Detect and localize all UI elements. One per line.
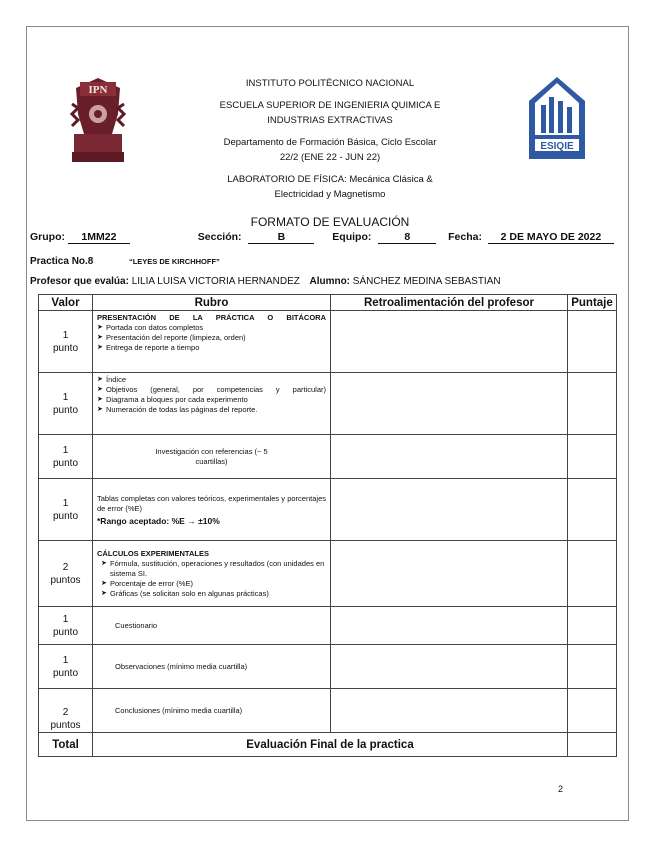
svg-text:IPN: IPN <box>88 84 108 96</box>
rubro-item: ➤ Numeración de todas las páginas del reporte. <box>97 405 326 415</box>
valor-unit: punto <box>52 342 79 354</box>
retro-cell[interactable] <box>331 479 568 541</box>
info-row <box>30 231 614 244</box>
total-puntaje-cell[interactable] <box>568 733 617 757</box>
retro-cell[interactable] <box>331 689 568 733</box>
table-header-row <box>39 295 617 311</box>
puntaje-cell[interactable] <box>568 607 617 645</box>
rubro-title: PRESENTACIÓN DE LA PRÁCTICA O BITÁCORA <box>97 313 326 322</box>
table-row <box>39 541 617 607</box>
profesor-value: LILIA LUISA VICTORIA HERNANDEZ <box>131 276 300 287</box>
retro-cell[interactable] <box>331 645 568 689</box>
profesor-row <box>30 276 501 287</box>
rubro-item: ➤ Diagrama a bloques por cada experimento <box>97 395 326 405</box>
retro-cell[interactable] <box>331 607 568 645</box>
rubro-text: Conclusiones (mínimo media cuartilla) <box>115 705 243 715</box>
valor-unit: puntos <box>50 720 81 731</box>
valor-unit: punto <box>52 404 79 416</box>
header-retro: Retroalimentación del profesor <box>331 295 568 311</box>
seccion-value: B <box>248 231 314 244</box>
valor-cell <box>39 311 93 373</box>
rubro-cell <box>93 689 331 733</box>
header-block <box>180 76 480 202</box>
rubro-text: Tablas completas con valores teóricos, experimentales y porcentajes de error (%E) <box>97 493 326 513</box>
valor-number: 1 <box>62 654 69 666</box>
table-row <box>39 373 617 435</box>
rubro-cell <box>93 373 331 435</box>
page-number: 2 <box>558 784 564 794</box>
rubro-cell <box>93 311 331 373</box>
total-row <box>39 733 617 757</box>
fecha-value: 2 DE MAYO DE 2022 <box>488 231 614 244</box>
valor-cell <box>39 479 93 541</box>
valor-unit: punto <box>52 510 79 522</box>
seccion-label: Sección: <box>197 231 242 243</box>
rubro-title: CÁLCULOS EXPERIMENTALES <box>97 548 209 558</box>
puntaje-cell[interactable] <box>568 373 617 435</box>
retro-cell[interactable] <box>331 435 568 479</box>
table-row <box>39 479 617 541</box>
rubro-item: ➤ Entrega de reporte a tiempo <box>97 343 326 353</box>
rubro-cell <box>93 645 331 689</box>
alumno-label: Alumno: <box>309 276 351 287</box>
equipo-value: 8 <box>378 231 436 244</box>
header-rubro: Rubro <box>93 295 331 311</box>
valor-unit: punto <box>52 626 79 638</box>
grupo-label: Grupo: <box>30 231 65 243</box>
header-puntaje: Puntaje <box>568 295 617 311</box>
puntaje-cell[interactable] <box>568 541 617 607</box>
puntaje-cell[interactable] <box>568 311 617 373</box>
valor-cell <box>39 541 93 607</box>
puntaje-cell[interactable] <box>568 645 617 689</box>
equipo-label: Equipo: <box>332 231 372 243</box>
header-valor: Valor <box>39 295 93 311</box>
table-row <box>39 607 617 645</box>
rubro-item: ➤ Porcentaje de error (%E) <box>101 579 326 589</box>
school-line-2: INDUSTRIAS EXTRACTIVAS <box>267 115 393 126</box>
esiqie-logo-icon <box>527 75 587 161</box>
valor-cell <box>39 689 93 733</box>
rubro-item: ➤ Índice <box>97 375 326 385</box>
ipn-logo-icon <box>68 74 128 168</box>
institute-name: INSTITUTO POLITÉCNICO NACIONAL <box>245 78 415 89</box>
rubro-text: Cuestionario <box>115 620 158 630</box>
rubro-text: Investigación con referencias (~ 5 cuartillas) <box>155 446 268 466</box>
rubro-item: ➤ Presentación del reporte (limpieza, orden) <box>97 333 326 343</box>
alumno-value: SÁNCHEZ MEDINA SEBASTIAN <box>352 276 501 287</box>
table-row <box>39 311 617 373</box>
table-row <box>39 435 617 479</box>
valor-number: 1 <box>62 329 69 341</box>
valor-unit: puntos <box>50 574 81 586</box>
profesor-label: Profesor que evalúa: <box>30 276 129 287</box>
final-evaluation-label: Evaluación Final de la practica <box>93 733 568 757</box>
school-line-1: ESCUELA SUPERIOR DE INGENIERIA QUIMICA E <box>219 100 441 111</box>
rubro-cell <box>93 607 331 645</box>
table-row <box>39 689 617 733</box>
rubro-item: ➤ Objetivos (general, por competencias y particular) <box>97 385 326 395</box>
valor-number: 1 <box>62 613 69 625</box>
rubro-cell <box>93 479 331 541</box>
valor-unit: punto <box>52 667 79 679</box>
rango-text: *Rango aceptado: %E → ±10% <box>97 515 220 526</box>
valor-cell <box>39 607 93 645</box>
rubro-cell <box>93 435 331 479</box>
form-title: FORMATO DE EVALUACIÓN <box>250 215 410 229</box>
total-label: Total <box>39 733 93 757</box>
retro-cell[interactable] <box>331 311 568 373</box>
valor-cell <box>39 373 93 435</box>
rubro-cell <box>93 541 331 607</box>
valor-unit: punto <box>52 457 79 469</box>
valor-number: 2 <box>62 561 69 573</box>
department-line-1: Departamento de Formación Básica, Ciclo Escolar <box>223 137 437 148</box>
puntaje-cell[interactable] <box>568 435 617 479</box>
department-line-2: 22/2 (ENE 22 - JUN 22) <box>279 152 381 163</box>
evaluation-table <box>38 294 617 757</box>
valor-cell <box>39 435 93 479</box>
practica-row <box>30 256 220 267</box>
puntaje-cell[interactable] <box>568 689 617 733</box>
lab-line-1: LABORATORIO DE FÍSICA: Mecánica Clásica & <box>227 174 433 185</box>
rubro-item: ➤ Gráficas (se solicitan solo en algunas prácticas) <box>101 589 326 599</box>
retro-cell[interactable] <box>331 373 568 435</box>
valor-number: 1 <box>62 391 69 403</box>
rubro-item: ➤ Portada con datos completos <box>97 323 326 333</box>
puntaje-cell[interactable] <box>568 479 617 541</box>
practica-name: “LEYES DE KIRCHHOFF” <box>128 257 220 266</box>
rubro-text: Observaciones (mínimo media cuartilla) <box>115 661 248 671</box>
grupo-value: 1MM22 <box>68 231 130 244</box>
valor-number: 1 <box>62 497 69 509</box>
valor-number: 2 <box>62 707 69 718</box>
valor-cell <box>39 645 93 689</box>
retro-cell[interactable] <box>331 541 568 607</box>
valor-number: 1 <box>62 444 69 456</box>
esiqie-logo-text: ESIQIE <box>540 141 574 152</box>
practica-label: Practica No.8 <box>30 256 94 267</box>
rubro-item: ➤ Fórmula, sustitución, operaciones y resultados (con unidades en sistema SI. <box>101 559 326 579</box>
lab-line-2: Electricidad y Magnetismo <box>274 189 386 200</box>
fecha-label: Fecha: <box>448 231 482 243</box>
table-row <box>39 645 617 689</box>
